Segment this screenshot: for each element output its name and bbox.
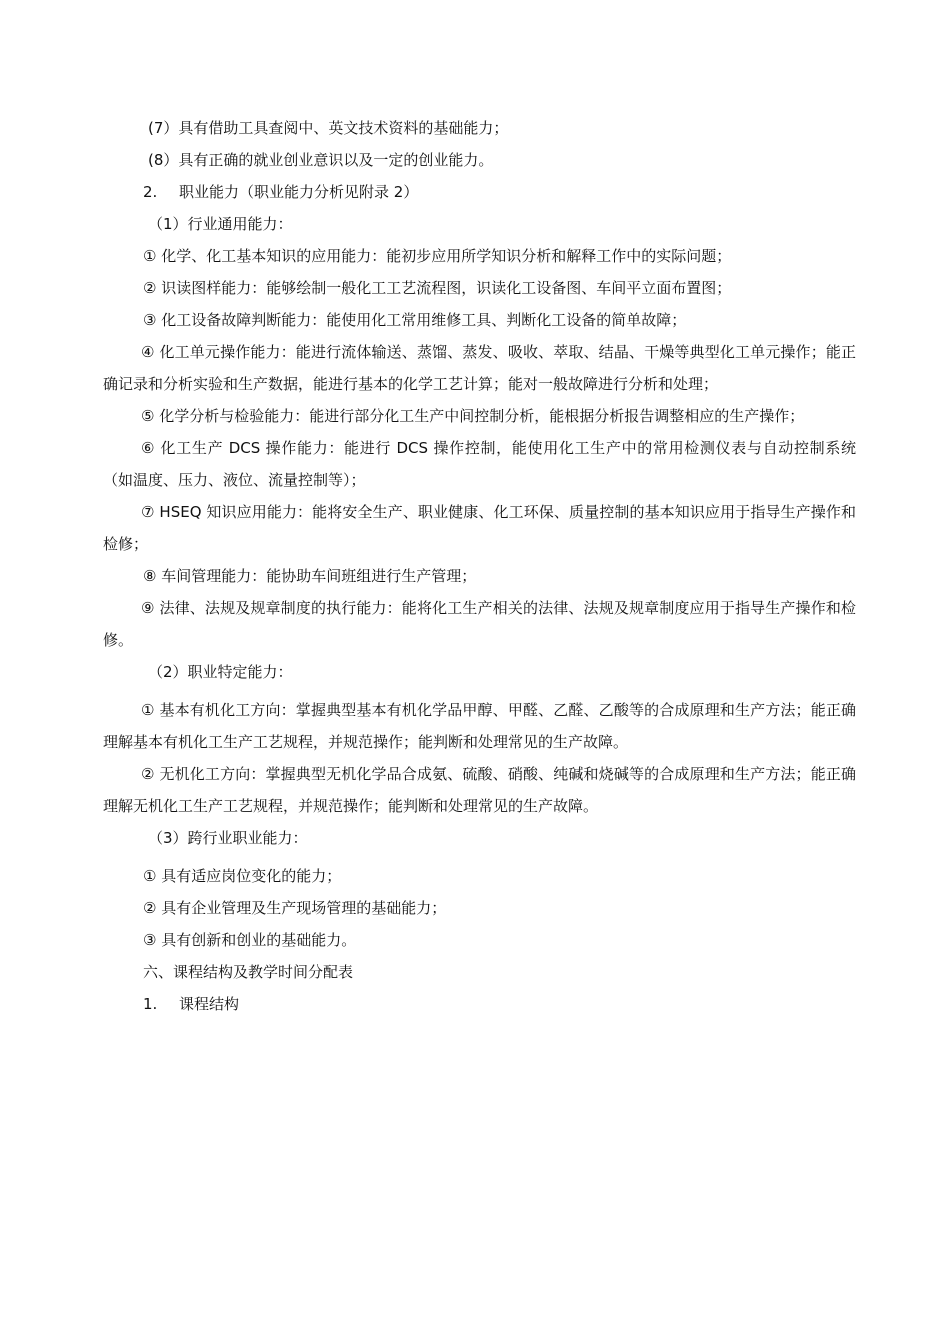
section-6-1-title: 课程结构	[179, 995, 240, 1013]
specific-ability-heading: （2）职业特定能力：	[148, 663, 293, 681]
section-6-1-heading	[103, 988, 856, 1020]
common-ability-item-7: ⑦ HSEQ 知识应用能力：能将安全生产、职业健康、化工环保、质量控制的基本知识应用于指导生产操作和检修；	[103, 503, 856, 553]
common-ability-item-1: ① 化学、化工基本知识的应用能力：能初步应用所学知识分析和解释工作中的实际问题；	[143, 247, 732, 265]
cross-ability-item-2: ② 具有企业管理及生产现场管理的基础能力；	[143, 899, 447, 917]
common-ability-item-4: ④ 化工单元操作能力：能进行流体输送、蒸馏、蒸发、吸收、萃取、结晶、干燥等典型化工单元操作；能正确记录和分析实验和生产数据，能进行基本的化学工艺计算；能对一般故障进行分析和处理；	[103, 343, 856, 393]
cross-ability-heading: （3）跨行业职业能力：	[148, 829, 308, 847]
section-2-heading	[103, 176, 856, 208]
cross-ability-item-3: ③ 具有创新和创业的基础能力。	[143, 931, 357, 949]
common-ability-item-2: ② 识读图样能力：能够绘制一般化工工艺流程图，识读化工设备图、车间平立面布置图；	[143, 279, 732, 297]
specific-ability-item-1: ① 基本有机化工方向：掌握典型基本有机化学品甲醇、甲醛、乙醛、乙酸等的合成原理和生产方法；能正确理解基本有机化工生产工艺规程，并规范操作；能判断和处理常见的生产故障。	[103, 701, 856, 751]
common-ability-item-5: ⑤ 化学分析与检验能力：能进行部分化工生产中间控制分析，能根据分析报告调整相应的生产操作；	[141, 407, 805, 425]
common-ability-item-8: ⑧ 车间管理能力：能协助车间班组进行生产管理；	[143, 567, 477, 585]
general-item-8: (8）具有正确的就业创业意识以及一定的创业能力。	[148, 151, 494, 169]
common-ability-item-6: ⑥ 化工生产 DCS 操作能力：能进行 DCS 操作控制，能使用化工生产中的常用检测仪表与自动控制系统（如温度、压力、液位、流量控制等）；	[103, 439, 856, 489]
general-item-7: (7）具有借助工具查阅中、英文技术资料的基础能力；	[148, 119, 509, 137]
common-ability-item-3: ③ 化工设备故障判断能力：能使用化工常用维修工具、判断化工设备的简单故障；	[143, 311, 687, 329]
section-6-heading: 六、课程结构及教学时间分配表	[143, 963, 354, 981]
cross-ability-item-1: ① 具有适应岗位变化的能力；	[143, 867, 342, 885]
section-6-1-number: 1.	[143, 995, 158, 1013]
section-2-title: 职业能力（职业能力分析见附录 2）	[179, 183, 419, 201]
section-2-number: 2.	[143, 183, 158, 201]
document-content	[103, 112, 856, 1020]
common-ability-heading: （1）行业通用能力：	[148, 215, 293, 233]
specific-ability-item-2: ② 无机化工方向：掌握典型无机化学品合成氨、硫酸、硝酸、纯碱和烧碱等的合成原理和生产方法；能正确理解无机化工生产工艺规程，并规范操作；能判断和处理常见的生产故障。	[103, 765, 856, 815]
common-ability-item-9: ⑨ 法律、法规及规章制度的执行能力：能将化工生产相关的法律、法规及规章制度应用于指导生产操作和检修。	[103, 599, 856, 649]
